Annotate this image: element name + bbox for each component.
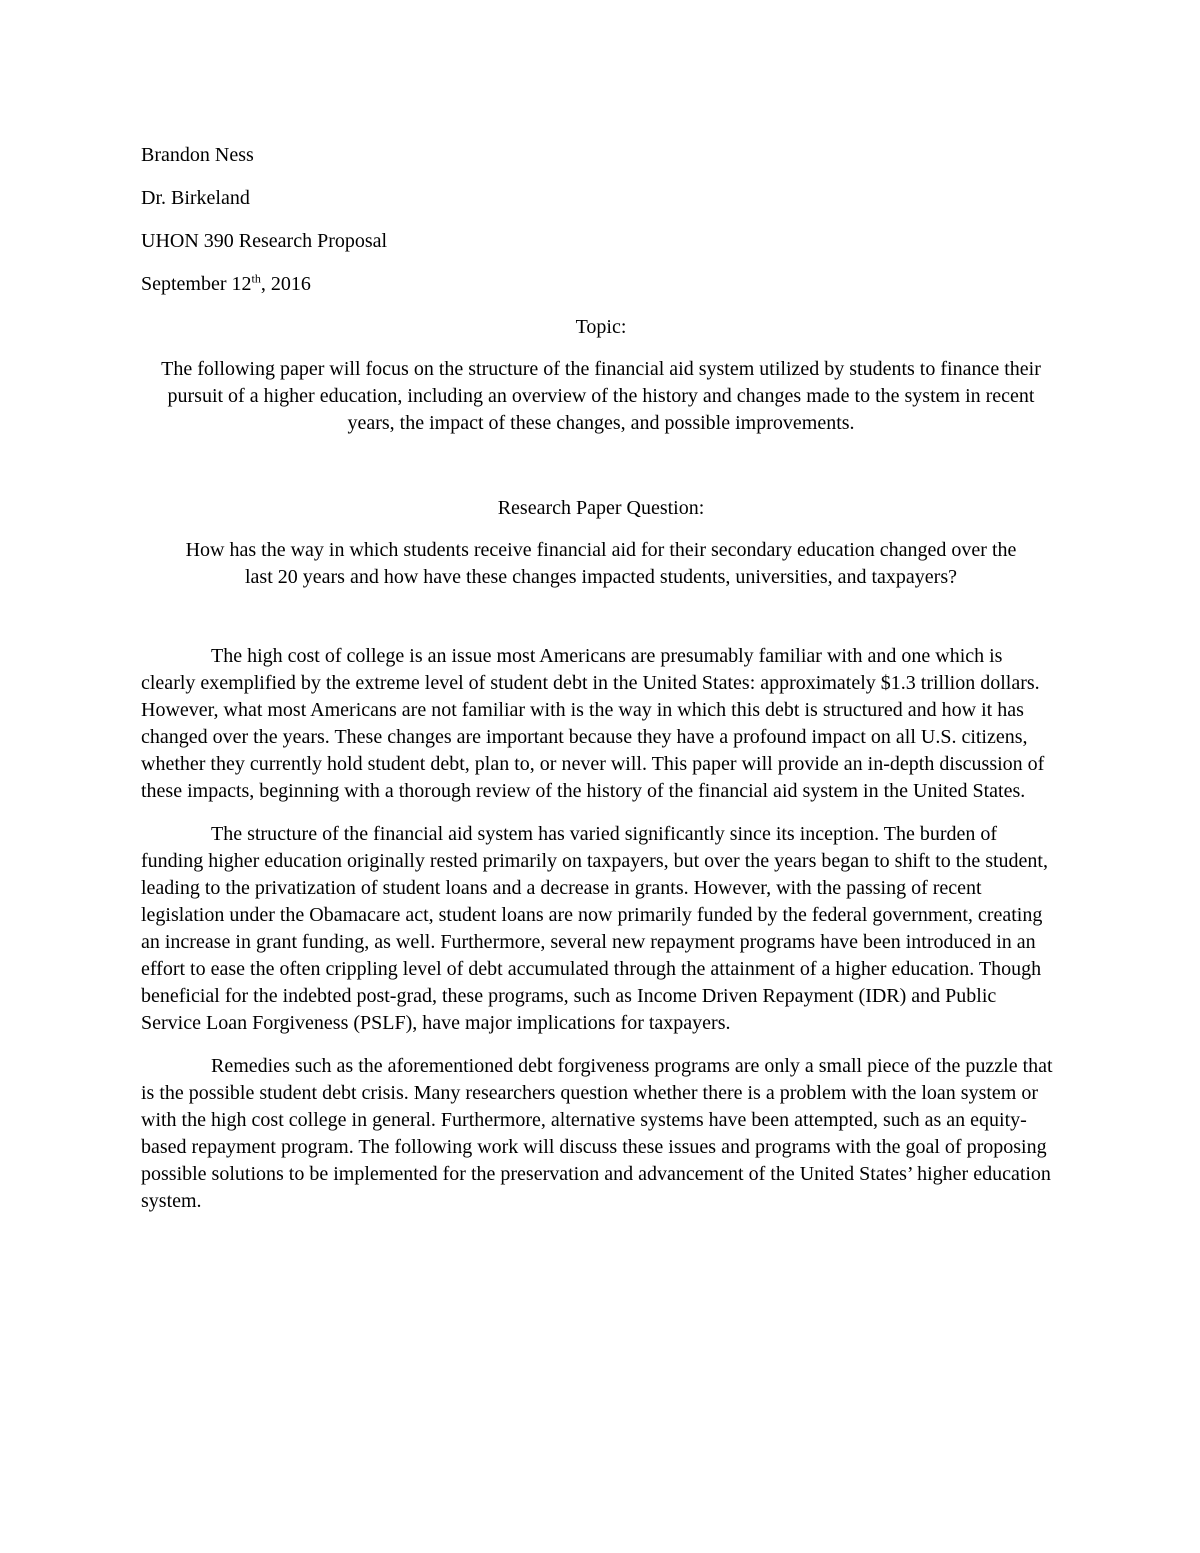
date-prefix: September 12 [141,273,252,295]
date-rest: , 2016 [260,273,311,295]
research-question-heading: Research Paper Question: [497,497,705,519]
research-question-text: How has the way in which students receive financial aid for their secondary education changed over the last 20 years and how have these changes impacted students, universities, and taxpayers? [185,539,1017,588]
date-ordinal-suffix: th [251,271,261,286]
body-paragraph-3: Remedies such as the aforementioned debt forgiveness programs are only a small piece of the puzzle that is the possible student debt crisis. Many researchers question whether there is a problem with the loan system or with the high cost college in general. Furthermore, alternative systems have been attempted, such as an equity-based repayment program. The following work will discuss these issues and programs with the goal of proposing possible solutions to be implemented for the preservation and advancement of the United States’ higher education system. [141,1055,1053,1212]
instructor-name: Dr. Birkeland [141,187,250,209]
document-content [141,142,1061,1231]
course-title: UHON 390 Research Proposal [141,230,388,252]
body-paragraph-2: The structure of the financial aid system has varied significantly since its inception. The burden of funding higher education originally rested primarily on taxpayers, but over the years began to shift to the student, leading to the privatization of student loans and a decrease in grants. However, with the passing of recent legislation under the Obamacare act, student loans are now primarily funded by the federal government, creating an increase in grant funding, as well. Furthermore, several new repayment programs have been introduced in an effort to ease the often crippling level of debt accumulated through the attainment of a higher education. Though beneficial for the indebted post-grad, these programs, such as Income Driven Repayment (IDR) and Public Service Loan Forgiveness (PSLF), have major implications for taxpayers. [141,823,1048,1034]
document-date [141,271,1061,298]
topic-heading: Topic: [575,316,627,338]
author-name: Brandon Ness [141,144,254,166]
topic-text: The following paper will focus on the structure of the financial aid system utilized by students to finance their pursuit of a higher education, including an overview of the history and changes made to the system in recent years, the impact of these changes, and possible improvements. [161,358,1041,434]
body-paragraph-1: The high cost of college is an issue most Americans are presumably familiar with and one which is clearly exemplified by the extreme level of student debt in the United States: approximately $1.3 trillion dollars. However, what most Americans are not familiar with is the way in which this debt is structured and how it has changed over the years. These changes are important because they have a profound impact on all U.S. citizens, whether they currently hold student debt, plan to, or never will. This paper will provide an in-depth discussion of these impacts, beginning with a thorough review of the history of the financial aid system in the United States. [141,645,1045,802]
